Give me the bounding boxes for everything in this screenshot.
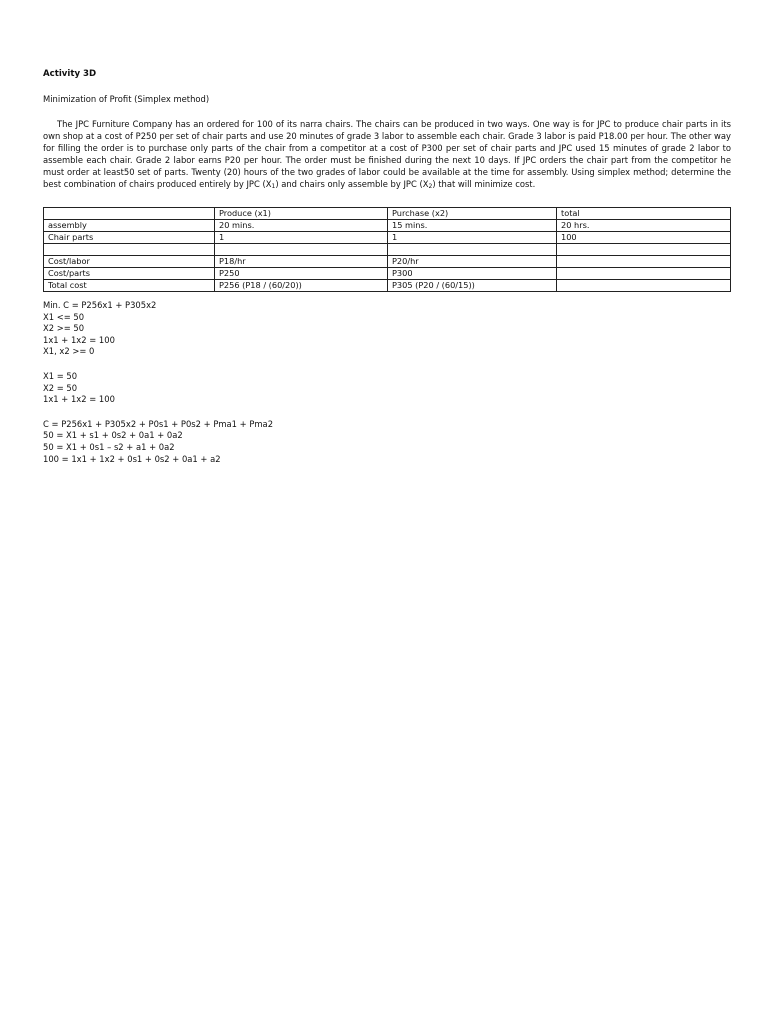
table-cell: 1	[388, 232, 557, 244]
x2-subscript: 2	[428, 183, 433, 190]
table-row	[44, 256, 731, 268]
table-cell: Cost/labor	[44, 256, 215, 268]
table-cell: 15 mins.	[388, 220, 557, 232]
table-row	[44, 232, 731, 244]
table-cell	[44, 208, 215, 220]
model-line: X1 <= 50	[43, 311, 85, 322]
table-cell	[388, 244, 557, 256]
activity-title: Activity 3D	[43, 69, 97, 79]
table-cell	[44, 244, 215, 256]
model-line: X1, x2 >= 0	[43, 346, 95, 357]
equality-equations	[43, 371, 731, 406]
table-cell: P250	[215, 268, 388, 280]
model-equations	[43, 300, 731, 358]
document-page	[43, 68, 731, 478]
problem-text-part-3: ) that will minimize cost.	[432, 179, 536, 189]
table-cell: 20 mins.	[215, 220, 388, 232]
problem-statement	[43, 118, 731, 190]
problem-text-part-2: ) and chairs only assemble by JPC (X	[275, 179, 429, 189]
equality-line: 1x1 + 1x2 = 100	[43, 394, 115, 405]
table-cell	[557, 256, 731, 268]
standard-form-line: 100 = 1x1 + 1x2 + 0s1 + 0s2 + 0a1 + a2	[43, 453, 221, 464]
table-cell: P18/hr	[215, 256, 388, 268]
table-cell	[557, 268, 731, 280]
table-cell: Cost/parts	[44, 268, 215, 280]
standard-form-equations	[43, 419, 731, 465]
standard-form-line: 50 = X1 + s1 + 0s2 + 0a1 + 0a2	[43, 430, 183, 441]
table-row	[44, 268, 731, 280]
table-cell: P305 (P20 / (60/15))	[388, 280, 557, 292]
table-cell: P300	[388, 268, 557, 280]
standard-form-line: C = P256x1 + P305x2 + P0s1 + P0s2 + Pma1 + Pma2	[43, 418, 274, 429]
table-cell: P256 (P18 / (60/20))	[215, 280, 388, 292]
model-line: Min. C = P256x1 + P305x2	[43, 300, 157, 310]
model-line: X2 >= 50	[43, 323, 85, 334]
table-cell	[557, 244, 731, 256]
standard-form-line: 50 = X1 + 0s1 – s2 + a1 + 0a2	[43, 441, 175, 452]
table-cell: Total cost	[44, 280, 215, 292]
table-cell: Purchase (x2)	[388, 208, 557, 220]
problem-text-part-1: The JPC Furniture Company has an ordered for 100 of its narra chairs. The chairs can be produced in two ways. One way is for JPC to produce chair parts in its own shop at a cost of P250 per set of chair parts and use 20 minutes of grade 3 labor to assemble each chair. Grade 3 labor is paid P18.00 per hour. The other way for filling the order is to purchase only parts of the chair from a competitor at a cost of P300 per set of chair parts and JPC used 15 minutes of grade 2 labor to assemble each chair. Grade 2 labor earns P20 per hour. The order must be finished during the next 10 days. If JPC orders the chair part from the competitor he must order at least50 set of parts. Twenty (20) hours of the two grades of labor could be available at the time for assembly. Using simplex method; determine the best combination of chairs produced entirely by JPC (X	[43, 119, 731, 189]
equality-line: X2 = 50	[43, 382, 78, 393]
cost-table	[43, 207, 731, 292]
x1-subscript: 1	[271, 183, 276, 190]
table-cell: 20 hrs.	[557, 220, 731, 232]
model-line: 1x1 + 1x2 = 100	[43, 334, 115, 345]
table-cell	[557, 280, 731, 292]
table-row	[44, 280, 731, 292]
table-row	[44, 244, 731, 256]
table-cell: 100	[557, 232, 731, 244]
table-cell: Produce (x1)	[215, 208, 388, 220]
subtitle: Minimization of Profit (Simplex method)	[43, 94, 210, 104]
table-row	[44, 208, 731, 220]
table-cell: total	[557, 208, 731, 220]
equality-line: X1 = 50	[43, 370, 78, 381]
table-cell	[215, 244, 388, 256]
table-cell: 1	[215, 232, 388, 244]
table-cell: P20/hr	[388, 256, 557, 268]
table-cell: assembly	[44, 220, 215, 232]
table-row	[44, 220, 731, 232]
table-cell: Chair parts	[44, 232, 215, 244]
